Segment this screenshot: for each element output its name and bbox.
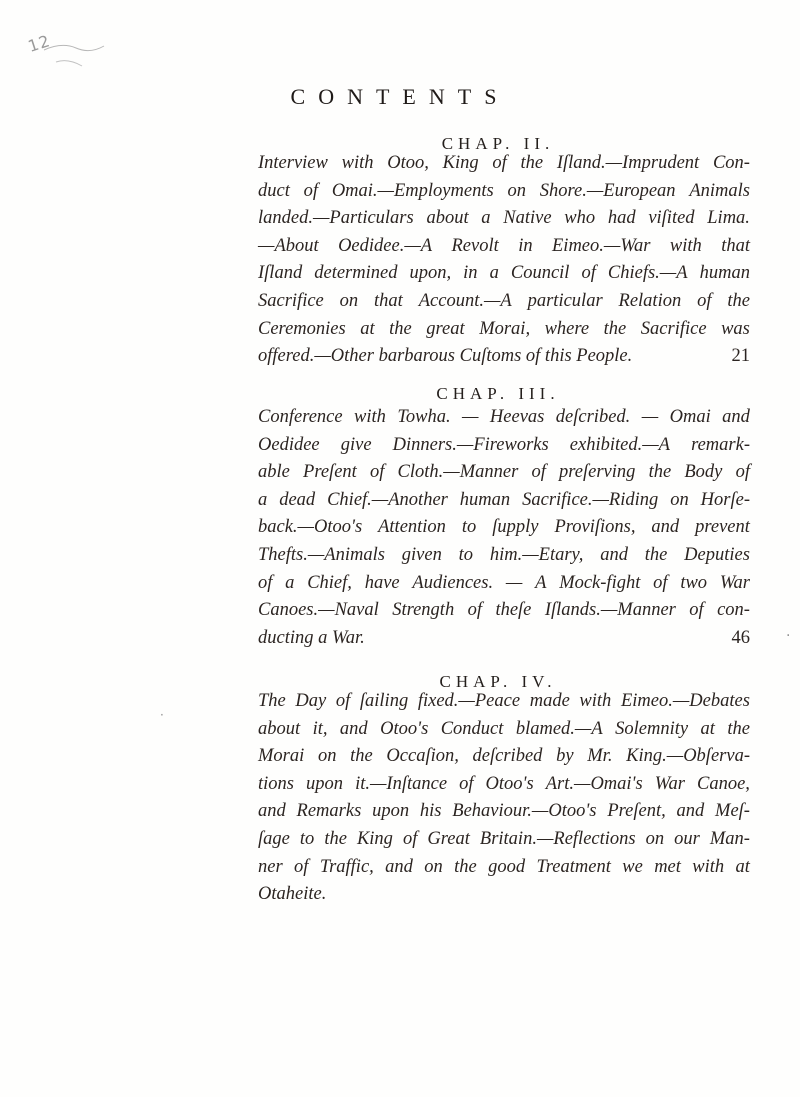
- summary-word: Con-: [712, 153, 750, 173]
- summary-word: Revolt: [451, 235, 499, 256]
- summary-word: Native: [503, 208, 552, 229]
- summary-word: given: [401, 544, 442, 565]
- summary-line: [258, 570, 750, 598]
- summary-word: War: [654, 773, 685, 794]
- summary-word: Cloth.—Manner: [397, 462, 519, 483]
- summary-word: the: [644, 544, 668, 565]
- summary-word: at: [735, 856, 750, 877]
- page-number: [744, 881, 750, 909]
- summary-word: deſcribed: [472, 746, 543, 767]
- summary-word: Strength: [392, 600, 455, 621]
- summary-word: a: [258, 489, 268, 510]
- summary-word: and: [600, 544, 628, 565]
- summary-word: the: [454, 856, 477, 877]
- summary-word: with: [341, 153, 374, 173]
- summary-word: on: [507, 180, 526, 201]
- summary-word: great: [426, 318, 465, 339]
- summary-word: Audiences.: [412, 572, 494, 593]
- margin-speck: ·: [160, 708, 164, 722]
- summary-word: deſcribed.: [555, 407, 631, 427]
- summary-line-text: Otaheite.: [258, 884, 327, 905]
- summary-word: by: [556, 746, 574, 767]
- summary-word: Traffic,: [319, 856, 374, 877]
- summary-word: him.—Etary,: [489, 544, 584, 565]
- summary-word: it.—Inſtance: [355, 773, 448, 794]
- summary-word: Mr.: [587, 746, 613, 767]
- summary-word: ſupply: [492, 517, 539, 538]
- summary-word: theſe: [495, 600, 532, 621]
- summary-word: A: [535, 572, 547, 593]
- summary-word: determined: [314, 263, 398, 284]
- summary-word: of: [581, 263, 596, 284]
- summary-word: the: [324, 828, 347, 849]
- summary-word: blamed.—A: [515, 718, 603, 739]
- summary-word: Mock-fight: [559, 572, 641, 593]
- summary-word: Sacrifice: [640, 318, 707, 339]
- summary-word: on: [317, 746, 337, 767]
- summary-word: ner: [258, 856, 283, 877]
- summary-word: Body: [684, 462, 723, 483]
- summary-word: of: [653, 572, 668, 593]
- summary-word: Otoo,: [387, 153, 429, 173]
- summary-word: Account.—A: [418, 290, 512, 311]
- summary-word: Shore.—European: [539, 180, 676, 201]
- summary-line: [258, 178, 750, 206]
- summary-word: prevent: [695, 517, 750, 538]
- summary-word: was: [721, 318, 750, 339]
- summary-word: Horſe-: [700, 489, 750, 510]
- summary-word: Chief,: [307, 572, 352, 593]
- summary-line: [258, 343, 750, 371]
- summary-word: Otoo's: [380, 718, 429, 739]
- summary-word: good: [488, 856, 526, 877]
- summary-word: War: [719, 572, 750, 593]
- summary-word: and: [258, 801, 286, 822]
- chapter-summary: [258, 150, 750, 371]
- summary-word: Chiefs.—A: [607, 263, 688, 284]
- summary-line: [258, 826, 750, 854]
- summary-word: on: [339, 290, 359, 311]
- summary-word: Animals: [689, 180, 750, 201]
- summary-word: —: [462, 407, 479, 427]
- summary-word: his: [419, 801, 442, 822]
- summary-word: Dinners.—Fireworks: [392, 434, 549, 455]
- summary-word: ſailing: [359, 691, 409, 711]
- summary-word: Relation: [618, 290, 682, 311]
- summary-word: had: [607, 208, 636, 229]
- summary-line: [258, 205, 750, 233]
- pencil-annotation: 12: [25, 31, 53, 56]
- chapter-heading: CHAP. III.: [436, 384, 560, 403]
- summary-word: the: [520, 153, 544, 173]
- summary-word: that: [374, 290, 403, 311]
- summary-word: and: [676, 801, 705, 822]
- summary-word: in: [463, 263, 478, 284]
- summary-word: dead: [279, 489, 316, 510]
- summary-word: Art.—Omai's: [545, 773, 643, 794]
- summary-word: Preſent: [303, 462, 357, 483]
- summary-word: a: [489, 263, 499, 284]
- summary-word: Occaſion,: [386, 746, 459, 767]
- page-title: CONTENTS: [290, 84, 510, 109]
- summary-line: [258, 716, 750, 744]
- summary-word: Meſ-: [715, 801, 750, 822]
- summary-word: in: [518, 235, 533, 256]
- summary-word: Morai: [258, 746, 305, 767]
- summary-line: [258, 260, 750, 288]
- page-number: 21: [731, 346, 750, 367]
- summary-line: [258, 459, 750, 487]
- summary-word: our: [674, 828, 700, 849]
- summary-word: Eimeo.—War: [552, 235, 651, 256]
- summary-word: fixed.—Peace: [417, 691, 521, 711]
- summary-word: with: [692, 856, 725, 877]
- summary-word: and: [339, 718, 368, 739]
- summary-word: Canoes.—Naval: [258, 600, 379, 621]
- summary-line: [258, 150, 750, 178]
- summary-word: Day: [295, 691, 327, 711]
- summary-word: Conference: [258, 407, 343, 427]
- summary-word: Sacrifice.—Riding: [522, 489, 659, 510]
- summary-word: Solemnity: [615, 718, 689, 739]
- summary-word: Towha.: [397, 407, 451, 427]
- summary-word: on: [424, 856, 443, 877]
- summary-word: particular: [527, 290, 603, 311]
- summary-word: of: [689, 600, 704, 621]
- summary-word: the: [350, 746, 373, 767]
- summary-line: [258, 487, 750, 515]
- summary-word: with: [579, 691, 612, 711]
- summary-word: —: [641, 407, 659, 427]
- summary-word: Great: [427, 828, 470, 849]
- summary-word: give: [340, 434, 372, 455]
- summary-word: have: [364, 572, 400, 593]
- summary-word: of: [697, 290, 712, 311]
- summary-word: the: [648, 462, 672, 483]
- summary-word: of: [531, 462, 546, 483]
- summary-word: that: [721, 235, 750, 256]
- summary-word: Lima.: [707, 208, 750, 229]
- summary-word: of: [735, 462, 750, 483]
- summary-line: [258, 771, 750, 799]
- summary-word: with: [669, 235, 702, 256]
- summary-word: met: [654, 856, 681, 877]
- summary-word: Remarks: [296, 801, 362, 822]
- summary-word: duct: [258, 180, 290, 201]
- summary-word: Deputies: [684, 544, 750, 565]
- summary-word: we: [622, 856, 643, 877]
- summary-word: about: [426, 208, 469, 229]
- summary-word: Omai: [669, 407, 711, 427]
- summary-word: upon: [372, 801, 410, 822]
- summary-word: a: [481, 208, 491, 229]
- summary-word: back.—Otoo's: [258, 517, 363, 538]
- summary-line: [258, 625, 750, 653]
- summary-word: able: [258, 462, 290, 483]
- summary-word: of: [258, 572, 273, 593]
- summary-word: Iſlands.—Manner: [544, 600, 676, 621]
- summary-word: Interview: [258, 153, 328, 173]
- summary-word: the: [603, 318, 627, 339]
- page-number: 46: [731, 627, 750, 648]
- summary-word: Iſland.—Imprudent: [556, 153, 700, 173]
- summary-word: Chief.—Another: [327, 489, 448, 510]
- summary-word: The: [258, 691, 286, 711]
- summary-word: the: [727, 290, 750, 311]
- chapter-heading: CHAP. II.: [441, 134, 555, 153]
- summary-word: it,: [312, 718, 328, 739]
- summary-word: exhibited.—A: [569, 434, 670, 455]
- summary-word: of: [294, 856, 309, 877]
- summary-word: of: [467, 600, 483, 621]
- summary-word: —About: [258, 235, 319, 256]
- summary-word: King: [356, 828, 393, 849]
- summary-word: Treatment: [536, 856, 611, 877]
- summary-word: Heevas: [489, 407, 545, 427]
- summary-word: human: [459, 489, 511, 510]
- summary-word: of: [402, 828, 418, 849]
- summary-word: Omai.—Employments: [331, 180, 494, 201]
- summary-word: of: [492, 153, 507, 173]
- summary-word: King: [442, 153, 479, 173]
- summary-word: to: [458, 544, 474, 565]
- summary-line: [258, 514, 750, 542]
- summary-line: [258, 316, 750, 344]
- chapter-summary: [258, 688, 750, 909]
- summary-word: Sacrifice: [258, 290, 324, 311]
- summary-word: upon,: [409, 263, 452, 284]
- summary-word: viſited: [648, 208, 695, 229]
- summary-word: Iſland: [258, 263, 303, 284]
- summary-word: at: [360, 318, 375, 339]
- summary-word: about: [258, 718, 301, 739]
- summary-word: on: [670, 489, 689, 510]
- summary-word: to: [299, 828, 315, 849]
- summary-word: Otoo's: [485, 773, 534, 794]
- chapter-summary: [258, 404, 750, 652]
- summary-word: a: [285, 572, 295, 593]
- summary-word: with: [354, 407, 386, 427]
- summary-line: [258, 233, 750, 261]
- summary-word: Behaviour.—Otoo's: [452, 801, 597, 822]
- summary-word: Man-: [709, 828, 750, 849]
- summary-word: preſerving: [559, 462, 636, 483]
- summary-word: and: [722, 407, 750, 427]
- summary-word: of: [369, 462, 385, 483]
- summary-word: Proviſions,: [554, 517, 636, 538]
- summary-word: Oedidee: [258, 434, 320, 455]
- summary-word: the: [389, 318, 412, 339]
- summary-word: and: [651, 517, 680, 538]
- summary-word: on: [645, 828, 665, 849]
- summary-word: King.—Obſerva-: [626, 746, 750, 767]
- summary-line-text: offered.—Other barbarous Cuſtoms of this People.: [258, 346, 633, 367]
- summary-word: Ceremonies: [258, 318, 346, 339]
- summary-line: [258, 404, 750, 432]
- summary-word: Morai,: [479, 318, 531, 339]
- summary-word: upon: [306, 773, 344, 794]
- summary-word: Council: [510, 263, 570, 284]
- summary-word: ſage: [258, 828, 290, 849]
- summary-word: Eimeo.—Debates: [620, 691, 750, 711]
- pencil-scribble-icon: [42, 40, 112, 90]
- summary-word: of: [303, 180, 319, 201]
- summary-word: Attention: [378, 517, 446, 538]
- summary-line: [258, 432, 750, 460]
- summary-line: [258, 597, 750, 625]
- summary-word: landed.—Particulars: [258, 208, 414, 229]
- summary-line: [258, 881, 750, 909]
- summary-word: Conduct: [440, 718, 504, 739]
- summary-word: of: [335, 691, 351, 711]
- summary-word: of: [459, 773, 474, 794]
- summary-word: at: [700, 718, 715, 739]
- summary-word: human: [699, 263, 750, 284]
- summary-line: [258, 288, 750, 316]
- summary-line: [258, 854, 750, 882]
- summary-word: to: [461, 517, 477, 538]
- summary-word: where: [544, 318, 590, 339]
- summary-line: [258, 542, 750, 570]
- summary-word: Oedidee.—A: [338, 235, 433, 256]
- summary-word: made: [529, 691, 570, 711]
- summary-word: Preſent,: [607, 801, 666, 822]
- summary-word: who: [564, 208, 596, 229]
- summary-word: Canoe,: [696, 773, 750, 794]
- summary-word: —: [505, 572, 523, 593]
- summary-word: and: [385, 856, 413, 877]
- summary-word: two: [680, 572, 708, 593]
- summary-line: [258, 743, 750, 771]
- summary-line: [258, 798, 750, 826]
- chapter-heading: CHAP. IV.: [439, 672, 557, 691]
- summary-line-text: ducting a War.: [258, 627, 365, 648]
- summary-word: the: [727, 718, 750, 739]
- summary-word: Thefts.—Animals: [258, 544, 385, 565]
- summary-line: [258, 688, 750, 716]
- summary-word: Britain.—Reflections: [479, 828, 636, 849]
- summary-word: tions: [258, 773, 294, 794]
- margin-speck: ·: [786, 628, 791, 644]
- summary-word: remark-: [691, 434, 750, 455]
- summary-word: con-: [717, 600, 750, 621]
